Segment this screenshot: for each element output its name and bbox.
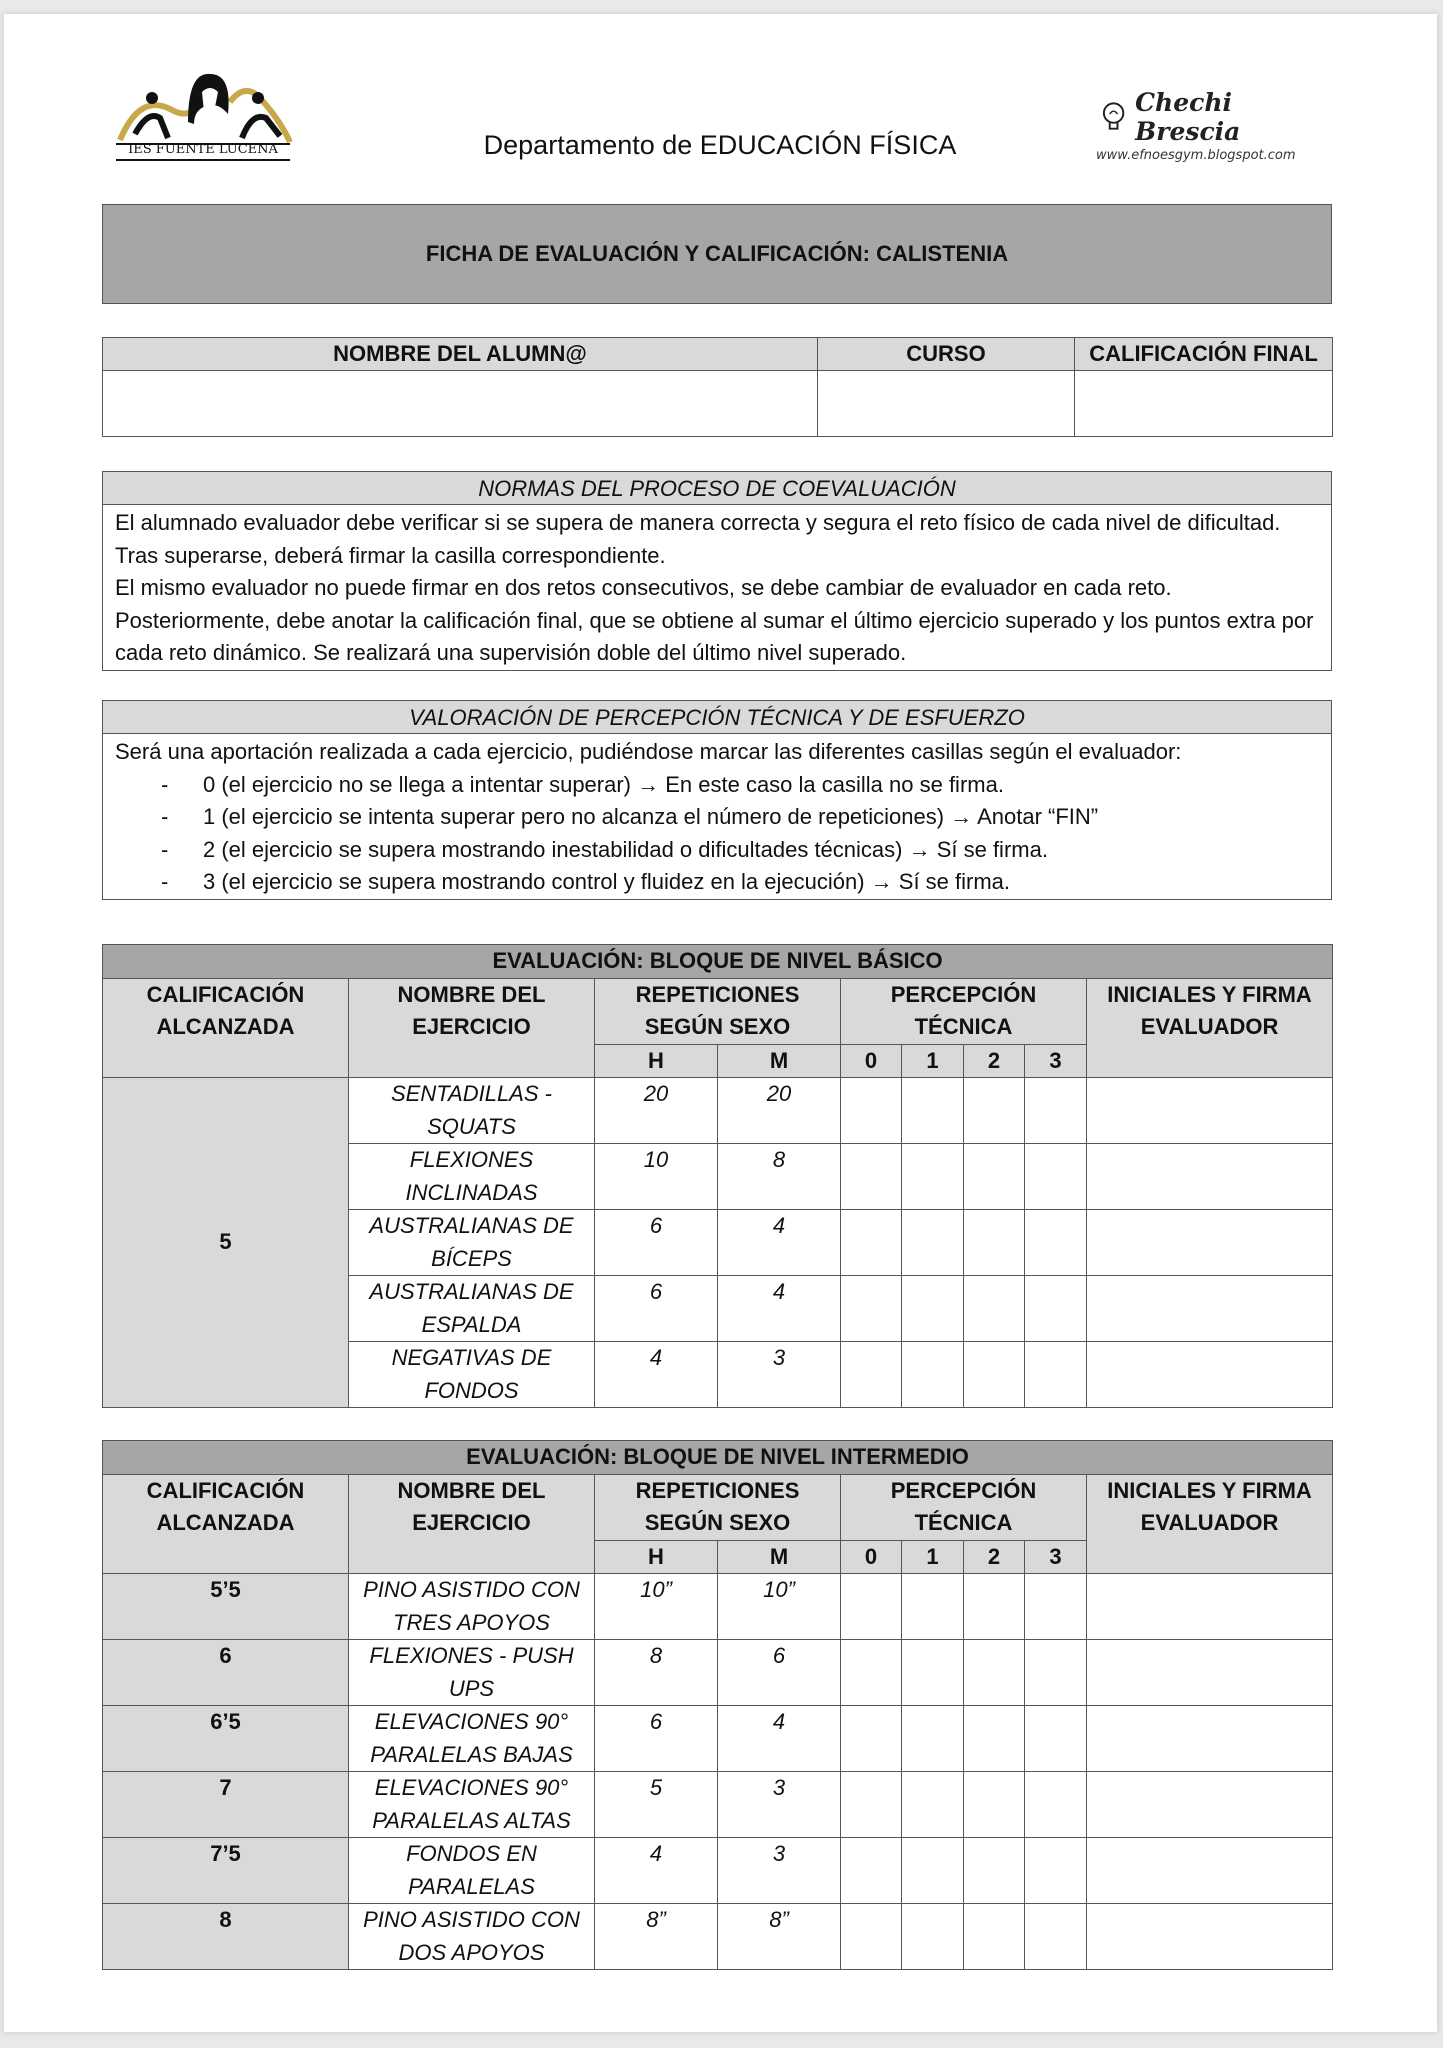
exercise-cell: ELEVACIONES 90° PARALELAS ALTAS (349, 1772, 595, 1838)
exercise-cell: AUSTRALIANAS DE ESPALDA (349, 1276, 595, 1342)
perception-3-cell[interactable] (1025, 1904, 1087, 1970)
signature-column-header: INICIALES Y FIRMA EVALUADOR (1087, 978, 1333, 1078)
student-name-field[interactable] (103, 371, 818, 437)
signature-cell[interactable] (1087, 1706, 1333, 1772)
perception-1-cell[interactable] (902, 1706, 964, 1772)
perception-3-cell[interactable] (1025, 1838, 1087, 1904)
exercise-cell: AUSTRALIANAS DE BÍCEPS (349, 1210, 595, 1276)
reps-m-cell: 10” (718, 1574, 841, 1640)
reps-h-cell: 8” (595, 1904, 718, 1970)
table-row (103, 1078, 1333, 1144)
perception-3-header: 3 (1025, 1540, 1087, 1574)
perception-0-cell[interactable] (841, 1706, 902, 1772)
reps-m-cell: 4 (718, 1276, 841, 1342)
perception-3-cell[interactable] (1025, 1078, 1087, 1144)
perception-1-cell[interactable] (902, 1144, 964, 1210)
signature-cell[interactable] (1087, 1838, 1333, 1904)
intermediate-evaluation-table (102, 1440, 1333, 1970)
perception-1-cell[interactable] (902, 1904, 964, 1970)
exercise-cell: SENTADILLAS - SQUATS (349, 1078, 595, 1144)
perception-1-cell[interactable] (902, 1772, 964, 1838)
school-logo (110, 62, 295, 170)
norms-line: El alumnado evaluador debe verificar si se supera de manera correcta y segura el reto físico de cada nivel de dificultad. Tras superarse, deberá firmar la casilla correspondiente. (115, 510, 1281, 568)
norms-body (102, 504, 1332, 671)
signature-cell[interactable] (1087, 1276, 1333, 1342)
reps-column-header: REPETICIONES SEGÚN SEXO (595, 978, 841, 1044)
signature-cell[interactable] (1087, 1904, 1333, 1970)
perception-2-cell[interactable] (964, 1772, 1025, 1838)
perception-0-cell[interactable] (841, 1640, 902, 1706)
h-header: H (595, 1044, 718, 1078)
lightbulb-icon (1100, 100, 1129, 134)
department-prefix: Departamento de (483, 130, 700, 160)
list-item: - 3 (el ejercicio se supera mostrando control y fluidez en la ejecución) → Sí se firma. (115, 866, 1319, 899)
exercise-cell: FLEXIONES INCLINADAS (349, 1144, 595, 1210)
reps-h-cell: 6 (595, 1706, 718, 1772)
perception-2-cell[interactable] (964, 1838, 1025, 1904)
perception-1-cell[interactable] (902, 1276, 964, 1342)
perception-0-cell[interactable] (841, 1210, 902, 1276)
perception-2-cell[interactable] (964, 1144, 1025, 1210)
perception-3-cell[interactable] (1025, 1342, 1087, 1408)
perception-2-cell[interactable] (964, 1640, 1025, 1706)
table-row (103, 1838, 1333, 1904)
brand-name: Chechi Brescia (1135, 88, 1241, 146)
student-info-table (102, 337, 1333, 437)
reps-m-cell: 8 (718, 1144, 841, 1210)
reps-h-cell: 4 (595, 1838, 718, 1904)
reps-m-cell: 20 (718, 1078, 841, 1144)
reps-m-cell: 4 (718, 1210, 841, 1276)
brand-logo (1096, 88, 1340, 163)
exercise-cell: PINO ASISTIDO CON DOS APOYOS (349, 1904, 595, 1970)
perception-3-cell[interactable] (1025, 1772, 1087, 1838)
reps-m-cell: 8” (718, 1904, 841, 1970)
norms-heading: NORMAS DEL PROCESO DE COEVALUACIÓN (102, 471, 1332, 504)
department-heading (390, 130, 1050, 161)
perception-0-cell[interactable] (841, 1574, 902, 1640)
reps-h-cell: 4 (595, 1342, 718, 1408)
student-name-header: NOMBRE DEL ALUMN@ (103, 338, 818, 371)
perception-3-cell[interactable] (1025, 1640, 1087, 1706)
norms-line: El mismo evaluador no puede firmar en dos retos consecutivos, se debe cambiar de evaluador en cada reto. Posteriormente, debe anotar la calificación final, que se obtiene al sumar el último ejercicio superado y los puntos extra por cada reto dinámico. Se realizará una supervisión doble del último nivel superado. (115, 575, 1314, 665)
department-name: EDUCACIÓN FÍSICA (699, 130, 957, 160)
perception-section (102, 700, 1332, 900)
reps-m-cell: 6 (718, 1640, 841, 1706)
perception-3-cell[interactable] (1025, 1276, 1087, 1342)
course-field[interactable] (818, 371, 1075, 437)
perception-1-cell[interactable] (902, 1210, 964, 1276)
perception-0-header: 0 (841, 1540, 902, 1574)
exercise-cell: ELEVACIONES 90° PARALELAS BAJAS (349, 1706, 595, 1772)
reps-h-cell: 6 (595, 1276, 718, 1342)
perception-2-header: 2 (964, 1540, 1025, 1574)
reps-column-header: REPETICIONES SEGÚN SEXO (595, 1474, 841, 1540)
perception-1-cell[interactable] (902, 1342, 964, 1408)
table-row (103, 1706, 1333, 1772)
perception-2-header: 2 (964, 1044, 1025, 1078)
perception-list (115, 769, 1319, 899)
signature-column-header: INICIALES Y FIRMA EVALUADOR (1087, 1474, 1333, 1574)
perception-1-header: 1 (902, 1540, 964, 1574)
intermediate-block-title: EVALUACIÓN: BLOQUE DE NIVEL INTERMEDIO (103, 1441, 1333, 1475)
perception-0-header: 0 (841, 1044, 902, 1078)
perception-2-cell[interactable] (964, 1078, 1025, 1144)
signature-cell[interactable] (1087, 1210, 1333, 1276)
form-title: FICHA DE EVALUACIÓN Y CALIFICACIÓN: CALISTENIA (102, 204, 1332, 304)
reps-h-cell: 8 (595, 1640, 718, 1706)
reps-m-cell: 3 (718, 1342, 841, 1408)
basic-evaluation-table (102, 944, 1333, 1408)
course-header: CURSO (818, 338, 1075, 371)
grade-cell: 7’5 (103, 1838, 349, 1904)
perception-0-cell[interactable] (841, 1078, 902, 1144)
perception-3-header: 3 (1025, 1044, 1087, 1078)
perception-1-cell[interactable] (902, 1838, 964, 1904)
reps-h-cell: 5 (595, 1772, 718, 1838)
reps-m-cell: 3 (718, 1838, 841, 1904)
table-row (103, 1772, 1333, 1838)
perception-2-cell[interactable] (964, 1574, 1025, 1640)
perception-2-cell[interactable] (964, 1342, 1025, 1408)
perception-body (102, 733, 1332, 900)
school-logo-text: IES FUENTE LUCENA (128, 142, 278, 157)
perception-3-cell[interactable] (1025, 1210, 1087, 1276)
perception-2-cell[interactable] (964, 1706, 1025, 1772)
list-item: - 1 (el ejercicio se intenta superar pero no alcanza el número de repeticiones) → Anotar “FIN” (115, 801, 1319, 834)
signature-cell[interactable] (1087, 1574, 1333, 1640)
perception-0-cell[interactable] (841, 1772, 902, 1838)
grade-cell: 6’5 (103, 1706, 349, 1772)
exercise-column-header: NOMBRE DEL EJERCICIO (349, 978, 595, 1078)
perception-0-cell[interactable] (841, 1904, 902, 1970)
grade-column-header: CALIFICACIÓN ALCANZADA (103, 978, 349, 1078)
reps-h-cell: 10 (595, 1144, 718, 1210)
perception-1-cell[interactable] (902, 1078, 964, 1144)
perception-3-cell[interactable] (1025, 1706, 1087, 1772)
m-header: M (718, 1044, 841, 1078)
perception-0-cell[interactable] (841, 1144, 902, 1210)
perception-3-cell[interactable] (1025, 1144, 1087, 1210)
perception-intro: Será una aportación realizada a cada ejercicio, pudiéndose marcar las diferentes casillas según el evaluador: (115, 739, 1182, 764)
table-row (103, 1904, 1333, 1970)
exercise-cell: PINO ASISTIDO CON TRES APOYOS (349, 1574, 595, 1640)
perception-1-cell[interactable] (902, 1640, 964, 1706)
signature-cell[interactable] (1087, 1342, 1333, 1408)
perception-1-cell[interactable] (902, 1574, 964, 1640)
perception-2-cell[interactable] (964, 1904, 1025, 1970)
list-item: - 2 (el ejercicio se supera mostrando inestabilidad o dificultades técnicas) → Sí se firma. (115, 834, 1319, 867)
table-row (103, 1574, 1333, 1640)
grade-cell: 5’5 (103, 1574, 349, 1640)
exercise-column-header: NOMBRE DEL EJERCICIO (349, 1474, 595, 1574)
signature-cell[interactable] (1087, 1144, 1333, 1210)
grade-cell: 5 (103, 1078, 349, 1408)
grade-column-header: CALIFICACIÓN ALCANZADA (103, 1474, 349, 1574)
reps-h-cell: 20 (595, 1078, 718, 1144)
m-header: M (718, 1540, 841, 1574)
grade-cell: 6 (103, 1640, 349, 1706)
perception-1-header: 1 (902, 1044, 964, 1078)
reps-m-cell: 4 (718, 1706, 841, 1772)
h-header: H (595, 1540, 718, 1574)
perception-heading: VALORACIÓN DE PERCEPCIÓN TÉCNICA Y DE ESFUERZO (102, 700, 1332, 733)
reps-m-cell: 3 (718, 1772, 841, 1838)
list-item: - 0 (el ejercicio no se llega a intentar superar) → En este caso la casilla no se firma. (115, 769, 1319, 802)
norms-section (102, 471, 1332, 671)
reps-h-cell: 6 (595, 1210, 718, 1276)
table-row (103, 1640, 1333, 1706)
perception-2-cell[interactable] (964, 1210, 1025, 1276)
signature-cell[interactable] (1087, 1772, 1333, 1838)
perception-column-header: PERCEPCIÓN TÉCNICA (841, 978, 1087, 1044)
signature-cell[interactable] (1087, 1078, 1333, 1144)
perception-column-header: PERCEPCIÓN TÉCNICA (841, 1474, 1087, 1540)
final-grade-header: CALIFICACIÓN FINAL (1075, 338, 1333, 371)
exercise-cell: FONDOS EN PARALELAS (349, 1838, 595, 1904)
grade-cell: 7 (103, 1772, 349, 1838)
brand-url: www.efnoesgym.blogspot.com (1096, 148, 1296, 163)
perception-0-cell[interactable] (841, 1342, 902, 1408)
exercise-cell: FLEXIONES - PUSH UPS (349, 1640, 595, 1706)
final-grade-field[interactable] (1075, 371, 1333, 437)
perception-2-cell[interactable] (964, 1276, 1025, 1342)
signature-cell[interactable] (1087, 1640, 1333, 1706)
exercise-cell: NEGATIVAS DE FONDOS (349, 1342, 595, 1408)
reps-h-cell: 10” (595, 1574, 718, 1640)
perception-0-cell[interactable] (841, 1838, 902, 1904)
perception-3-cell[interactable] (1025, 1574, 1087, 1640)
perception-0-cell[interactable] (841, 1276, 902, 1342)
grade-cell: 8 (103, 1904, 349, 1970)
basic-block-title: EVALUACIÓN: BLOQUE DE NIVEL BÁSICO (103, 945, 1333, 979)
